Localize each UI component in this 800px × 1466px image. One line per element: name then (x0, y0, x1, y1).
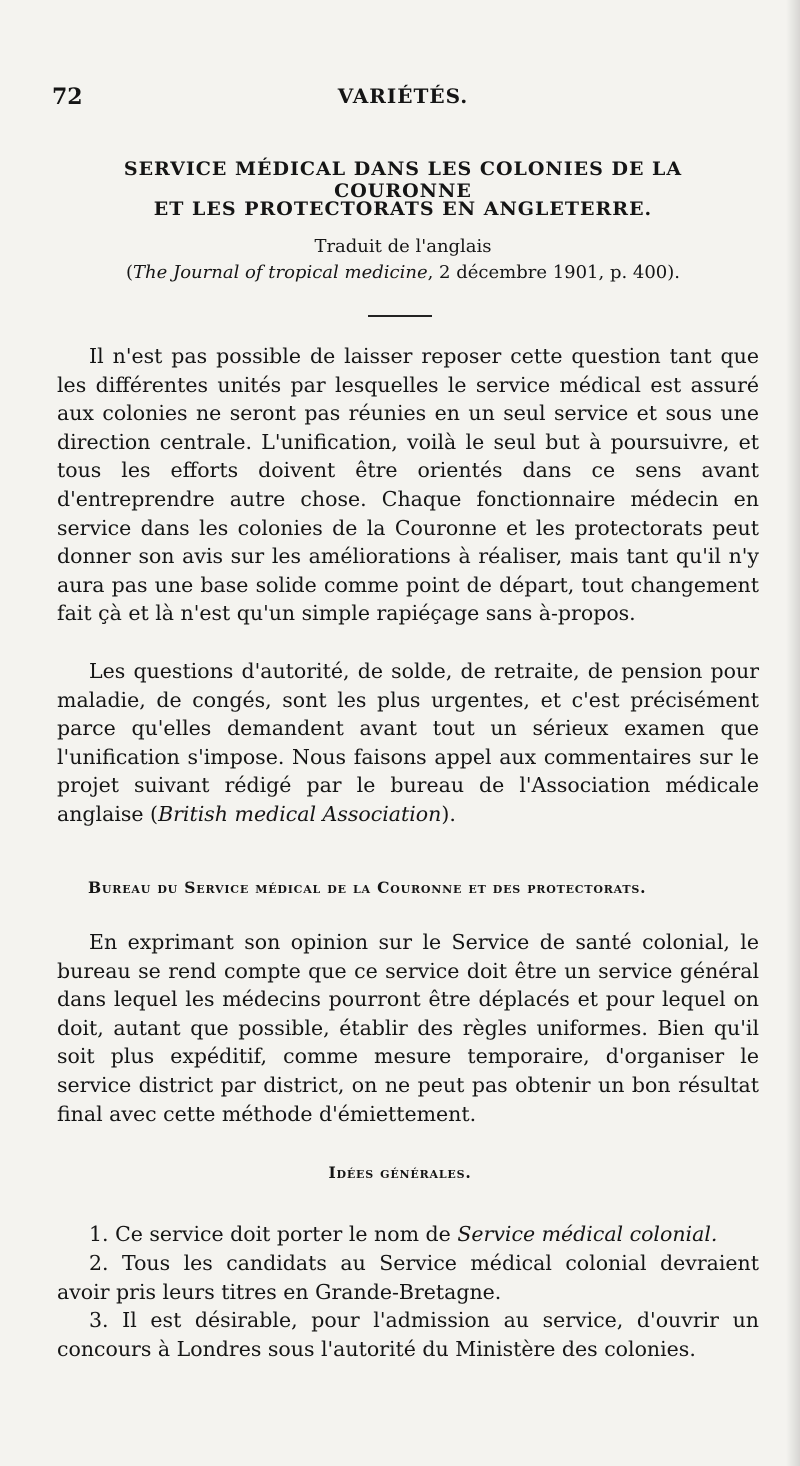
paragraph-2-text: Les questions d'autorité, de solde, de retraite, de pension pour maladie, de congés, sont les plus urgentes, et c'est précisément parce qu'elles demandent avant tout un sérieux examen que l'unification s'impose. Nous faisons appel aux commentaires sur le projet suivant rédigé par le bureau de l'Association médicale anglaise ( (57, 659, 759, 826)
running-head: VARIÉTÉS. (337, 84, 469, 108)
paragraph-1: Il n'est pas possible de laisser reposer cette question tant que les différentes unités par lesquelles le service médical est assuré aux colonies ne seront pas réunies en un seul service et sous une direction centrale. L'unification, voilà le seul but à poursuivre, et tous les efforts doivent être orientés dans ce sens avant d'entreprendre autre chose. Chaque fonctionnaire médecin en service dans les colonies de la Couronne et les protectorats peut donner son avis sur les améliorations à réaliser, mais tant qu'il n'y aura pas une base solide comme point de départ, tout changement fait çà et là n'est qu'un simple rapiéçage sans à-propos. (57, 344, 759, 626)
list-item-1-text: 1. Ce service doit porter le nom de (89, 1222, 458, 1246)
page-edge-shadow (786, 0, 800, 1466)
list-item-1-italic: Service médical colonial. (457, 1222, 718, 1246)
list-item-3: 3. Il est désirable, pour l'admission au service, d'ouvrir un concours à Londres sous l'autorité du Ministère des colonies. (57, 1308, 759, 1361)
list-item-2: 2. Tous les candidats au Service médical colonial devraient avoir pris leurs titres en Grande-Bretagne. (57, 1251, 759, 1304)
translation-note: Traduit de l'anglais (314, 236, 492, 257)
citation-open: ( (125, 262, 134, 283)
citation-journal: The Journal of tropical medicine (133, 262, 428, 283)
paragraph-2-italic: British medical Association (158, 801, 442, 826)
citation-rest: , 2 décembre 1901, p. 400). (427, 262, 681, 283)
article-title-line-2: ET LES PROTECTORATS EN ANGLETERRE. (153, 198, 653, 220)
section-heading-idees: Idées générales. (328, 1163, 472, 1182)
page-number: 72 (52, 84, 83, 110)
paragraph-2 (57, 657, 759, 829)
list-item-1 (57, 1220, 759, 1249)
paragraph-3: En exprimant son opinion sur le Service de santé colonial, le bureau se rend compte que ce service doit être un service général dans lequel les médecins pourront être déplacés et pour lequel on doit, autant que possible, établir des règles uniformes. Bien qu'il soit plus expéditif, comme mesure temporaire, d'organiser le service district par district, on ne peut pas obtenir un bon résultat final avec cette méthode d'émiettement. (57, 930, 759, 1126)
section-heading-bureau: Bureau du Service médical de la Couronne et des protectorats. (88, 878, 647, 897)
title-divider (368, 315, 432, 317)
source-citation (52, 262, 754, 283)
paragraph-2-end: ). (441, 801, 456, 826)
page-header (52, 84, 754, 114)
article-title-line-1: SERVICE MÉDICAL DANS LES COLONIES DE LA COURONNE (123, 158, 683, 202)
